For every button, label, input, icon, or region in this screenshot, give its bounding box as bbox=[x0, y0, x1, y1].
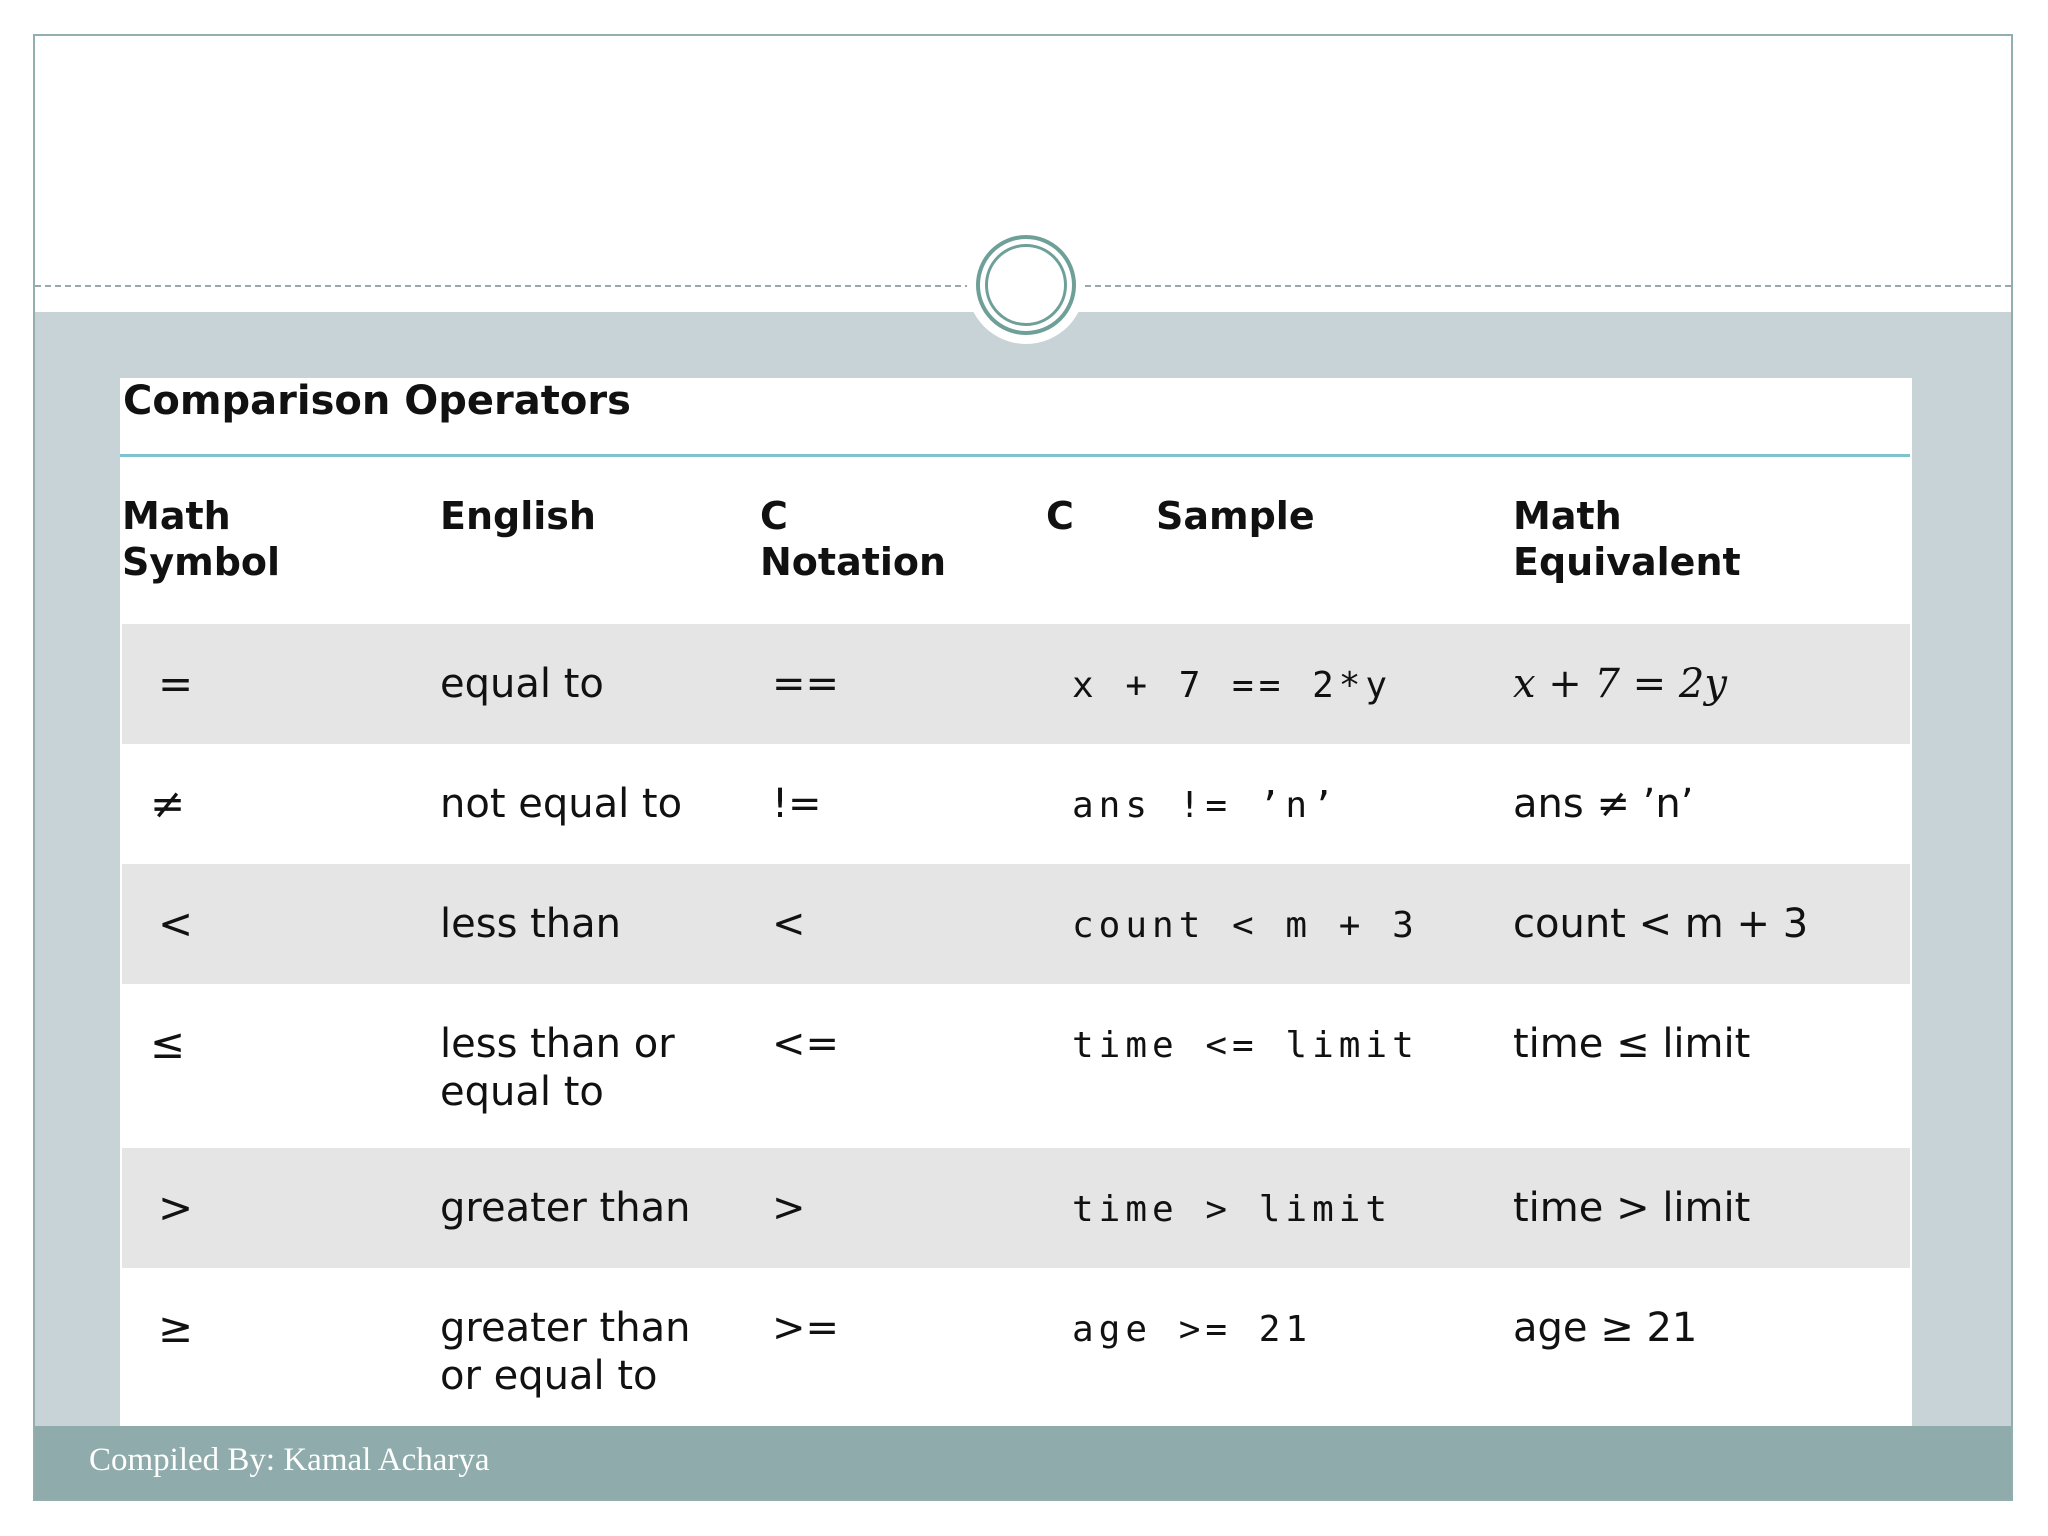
cell-c-sample: time <= limit bbox=[1072, 1025, 1419, 1066]
header-math-equivalent-line1: Math bbox=[1513, 494, 1622, 538]
cell-english: greater than bbox=[440, 1185, 691, 1231]
cell-english-line1: greater than bbox=[440, 1305, 691, 1351]
comparison-operators-table bbox=[120, 378, 1912, 1434]
header-math-symbol bbox=[122, 493, 280, 585]
header-c-notation-line1: C bbox=[760, 494, 788, 538]
table-row bbox=[122, 744, 1910, 864]
cell-math-equivalent: x + 7 = 2y bbox=[1513, 661, 1727, 707]
header-c-sample-c: C bbox=[1046, 494, 1074, 538]
cell-symbol: = bbox=[158, 659, 194, 708]
slide bbox=[33, 34, 2013, 1501]
header-c-notation bbox=[760, 493, 946, 585]
cell-english: less than bbox=[440, 901, 622, 947]
cell-english-line1: less than or bbox=[440, 1021, 675, 1067]
cell-c-sample: count < m + 3 bbox=[1072, 905, 1419, 946]
cell-math-equivalent: count < m + 3 bbox=[1513, 901, 1809, 947]
header-math-equivalent bbox=[1513, 493, 1741, 585]
cell-symbol: > bbox=[158, 1183, 194, 1232]
cell-math-equivalent: time > limit bbox=[1513, 1185, 1751, 1231]
cell-english: equal to bbox=[440, 661, 604, 707]
cell-english bbox=[440, 1304, 690, 1400]
table-row bbox=[122, 624, 1910, 744]
cell-c-notation: >= bbox=[772, 1305, 840, 1351]
header-c-sample: Sample bbox=[1156, 494, 1315, 538]
cell-math-equivalent: age ≥ 21 bbox=[1513, 1305, 1698, 1351]
cell-c-sample: time > limit bbox=[1072, 1189, 1393, 1230]
cell-symbol: < bbox=[158, 899, 194, 948]
header-math-symbol-line2: Symbol bbox=[122, 540, 281, 584]
header-english: English bbox=[440, 494, 596, 538]
cell-english-line2: equal to bbox=[440, 1069, 604, 1115]
cell-english-line2: or equal to bbox=[440, 1353, 658, 1399]
cell-c-notation: <= bbox=[772, 1021, 840, 1067]
cell-english bbox=[440, 1020, 675, 1116]
cell-c-notation: == bbox=[772, 661, 840, 707]
cell-symbol: ≠ bbox=[150, 779, 186, 828]
cell-symbol: ≤ bbox=[150, 1019, 186, 1068]
table-row bbox=[122, 1148, 1910, 1268]
cell-c-notation: < bbox=[772, 901, 806, 947]
title-rule bbox=[120, 454, 1910, 457]
cell-c-notation: > bbox=[772, 1185, 806, 1231]
cell-c-notation: != bbox=[772, 781, 822, 827]
divider-circle-icon bbox=[976, 235, 1076, 335]
cell-c-sample: x + 7 == 2*y bbox=[1072, 665, 1393, 706]
table-row bbox=[122, 984, 1910, 1148]
table-title: Comparison Operators bbox=[123, 378, 631, 424]
cell-symbol: ≥ bbox=[158, 1303, 194, 1352]
header-math-symbol-line1: Math bbox=[122, 494, 231, 538]
cell-english: not equal to bbox=[440, 781, 683, 827]
cell-math-equivalent: ans ≠ ’n’ bbox=[1513, 781, 1694, 827]
cell-math-equivalent: time ≤ limit bbox=[1513, 1021, 1751, 1067]
header-math-equivalent-line2: Equivalent bbox=[1513, 540, 1741, 584]
cell-c-sample: ans != ’n’ bbox=[1072, 785, 1339, 826]
table-row bbox=[122, 1268, 1910, 1428]
table-row bbox=[122, 864, 1910, 984]
slide-footer bbox=[35, 1426, 2011, 1499]
cell-c-sample: age >= 21 bbox=[1072, 1309, 1313, 1350]
footer-credit: Compiled By: Kamal Acharya bbox=[89, 1442, 490, 1478]
header-c-notation-line2: Notation bbox=[760, 540, 947, 584]
